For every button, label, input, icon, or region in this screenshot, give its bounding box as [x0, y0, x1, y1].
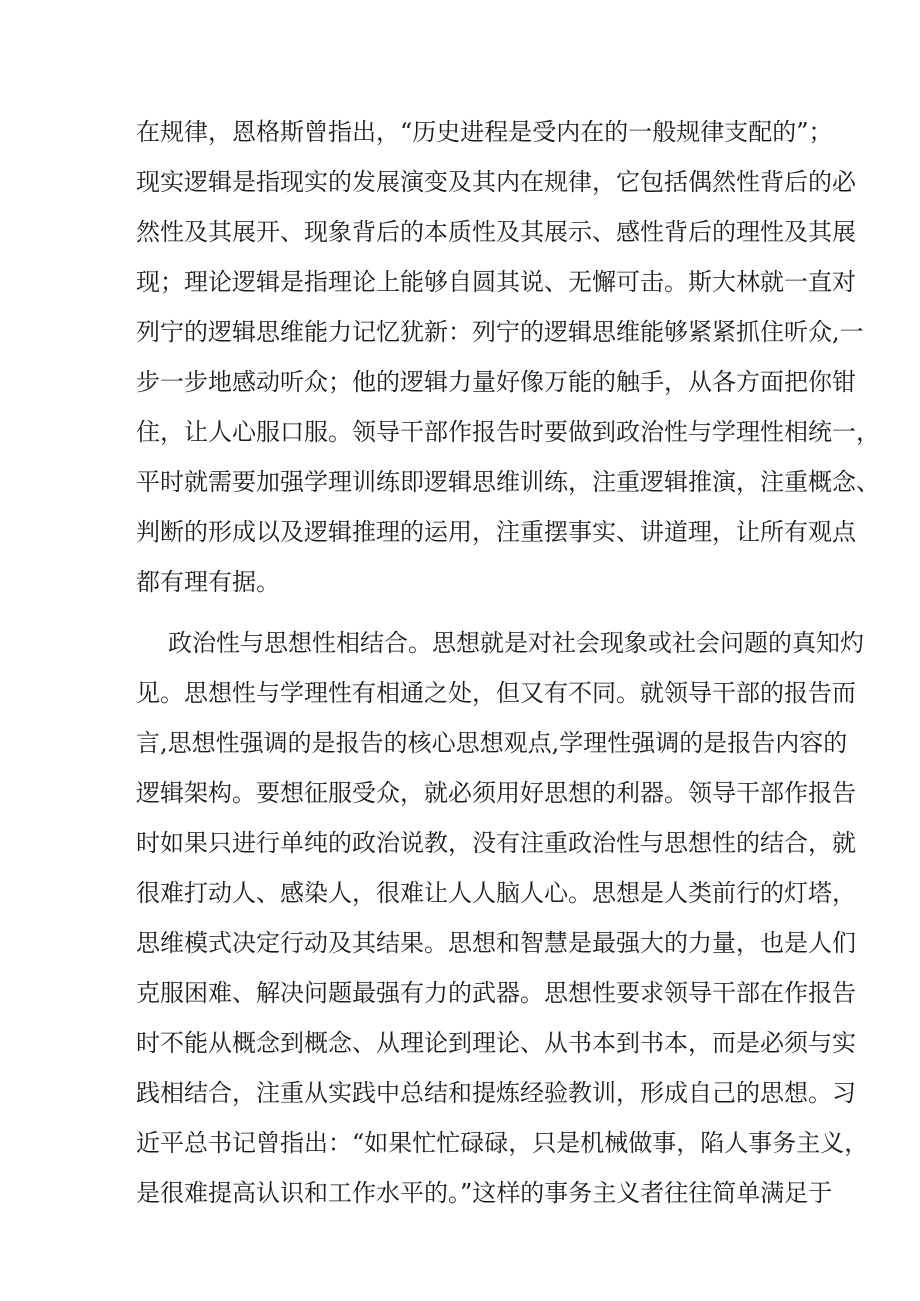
- text-line: 践相结合，注重从实践中总结和提炼经验教训，形成自己的思想。习: [136, 1079, 856, 1107]
- text-line: 判断的形成以及逻辑推理的运用，注重摆事实、讲道理，让所有观点: [136, 518, 856, 546]
- text-line: 逻辑架构。要想征服受众，就必须用好思想的利器。领导干部作报告: [136, 779, 856, 807]
- text-line: 住，让人心服口服。领导干部作报告时要做到政治性与学理性相统一，: [136, 418, 880, 446]
- text-line: 思维模式决定行动及其结果。思想和智慧是最强大的力量，也是人们: [136, 929, 856, 957]
- text-line: 现；理论逻辑是指理论上能够自圆其说、无懈可击。斯大林就一直对: [136, 268, 856, 296]
- text-line: 见。思想性与学理性有相通之处，但又有不同。就领导干部的报告而: [136, 679, 856, 707]
- text-line: 时如果只进行单纯的政治说教，没有注重政治性与思想性的结合，就: [136, 829, 856, 857]
- text-line: 现实逻辑是指现实的发展演变及其内在规律，它包括偶然性背后的必: [136, 168, 856, 196]
- text-line-first: 政治性与思想性相结合。思想就是对社会现象或社会问题的真知灼: [168, 629, 864, 657]
- text-line: 言,思想性强调的是报告的核心思想观点,学理性强调的是报告内容的: [136, 729, 848, 757]
- text-line: 很难打动人、感染人，很难让人人脑人心。思想是人类前行的灯塔，: [136, 879, 856, 907]
- text-line: 步一步地感动听众；他的逻辑力量好像万能的触手，从各方面把你钳: [136, 368, 856, 396]
- text-line: 平时就需要加强学理训练即逻辑思维训练，注重逻辑推演，注重概念、: [136, 468, 880, 496]
- text-line: 然性及其展开、现象背后的本质性及其展示、感性背后的理性及其展: [136, 218, 856, 246]
- text-line: 是很难提高认识和工作水平的。”这样的事务主义者往往简单满足于: [136, 1179, 833, 1207]
- text-line: 在规律，恩格斯曾指出，“历史进程是受内在的一般规律支配的”；: [136, 118, 833, 146]
- text-line: 近平总书记曾指出：“如果忙忙碌碌，只是机械做事，陷人事务主义，: [136, 1129, 869, 1157]
- text-line-last: 都有理有据。: [136, 568, 280, 596]
- text-line: 列宁的逻辑思维能力记忆犹新：列宁的逻辑思维能够紧紧抓住听众,一: [136, 318, 864, 346]
- text-line: 克服困难、解决问题最强有力的武器。思想性要求领导干部在作报告: [136, 979, 856, 1007]
- text-line: 时不能从概念到概念、从理论到理论、从书本到书本，而是必须与实: [136, 1029, 856, 1057]
